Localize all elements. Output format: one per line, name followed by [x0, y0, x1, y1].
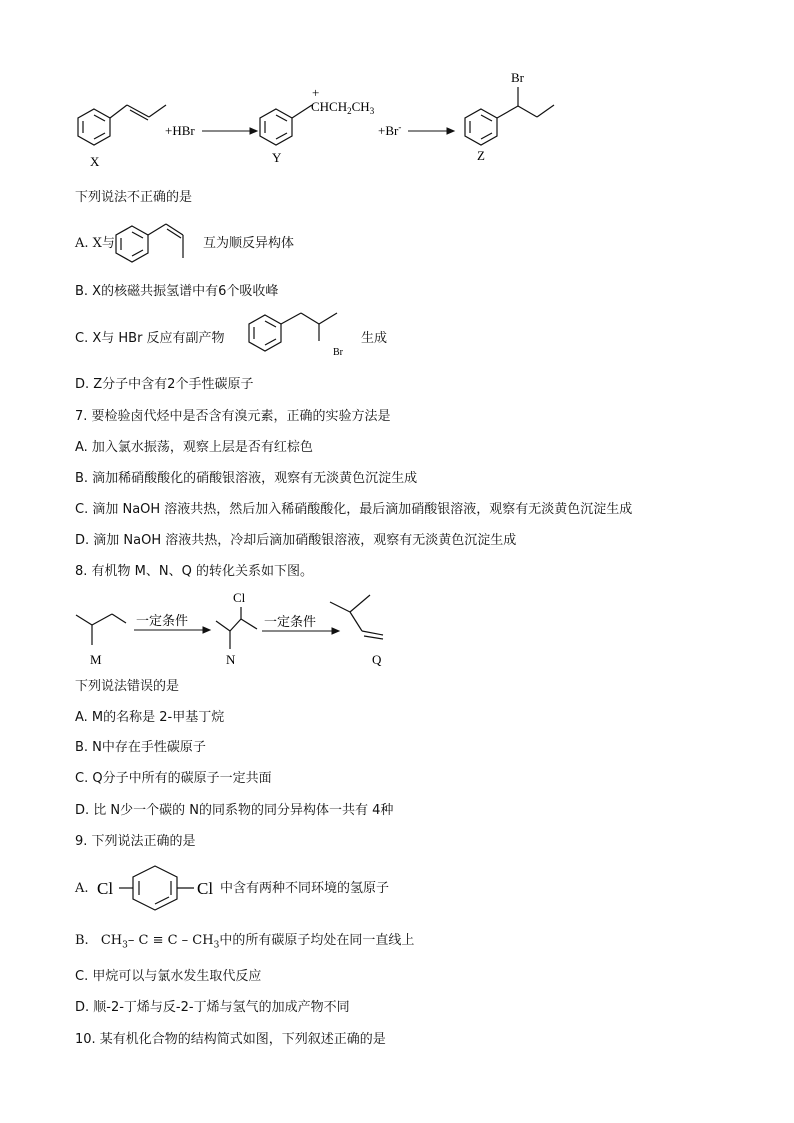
formula-sub-1: 3: [122, 940, 128, 951]
q7-stem-text: 7. 要检验卤代烃中是否含有溴元素，正确的实验方法是: [75, 409, 391, 424]
q7-a-text: A. 加入氯水振荡，观察上层是否有红棕色: [75, 440, 313, 455]
q6-stem: [75, 190, 192, 206]
molecule-q: [330, 595, 383, 639]
condition-1: 一定条件: [136, 614, 189, 629]
byproduct-structure: [245, 303, 355, 365]
q7-d-text: D. 滴加 NaOH 溶液共热，冷却后滴加硝酸银溶液，观察有无淡黄色沉淀生成: [75, 533, 517, 548]
q6-c-prefix: C. X与 HBr 反应有副产物: [75, 331, 225, 346]
label-y: Y: [272, 150, 282, 165]
q7-option-b[interactable]: [75, 471, 417, 487]
q8-sub-stem: [75, 679, 179, 695]
q9-stem-text: 9. 下列说法正确的是: [75, 834, 196, 849]
butyne-formula: [100, 933, 220, 951]
label-n: N: [226, 652, 236, 667]
q6-b-text: B. X的核磁共振氢谱中有6个吸收峰: [75, 284, 279, 299]
q9-option-b[interactable]: [75, 933, 414, 954]
q7-option-a[interactable]: [75, 440, 313, 456]
q6-a-prefix: A. X与: [75, 236, 115, 251]
q6-c-suffix-wrap: [361, 331, 387, 347]
label-m: M: [90, 652, 102, 667]
label-z: Z: [477, 148, 485, 163]
q6-stem-text: 下列说法不正确的是: [75, 190, 193, 205]
q8-option-b[interactable]: [75, 740, 206, 756]
q9-b-prefix: B.: [75, 933, 89, 948]
formula-part-2: – C ≡ C – CH: [127, 933, 214, 948]
molecule-m: [76, 614, 126, 645]
q9-a-prefix: A.: [75, 881, 89, 896]
y-chain-formula: $CHCH_2CH_3$: [311, 99, 375, 116]
dichlorobenzene: [95, 862, 220, 916]
q8-option-a[interactable]: [75, 710, 224, 726]
q9-c-text: C. 甲烷可以与氯水发生取代反应: [75, 969, 262, 984]
q8-scheme: [70, 585, 430, 670]
arrow-1: [202, 128, 257, 134]
cis-structure: [108, 218, 208, 270]
q9-option-a[interactable]: [75, 881, 89, 897]
molecule-n: [216, 607, 257, 649]
q8-sub-stem-text: 下列说法错误的是: [75, 679, 180, 694]
q9-d-text: D. 顺-2-丁烯与反-2-丁烯与氢气的加成产物不同: [75, 1000, 350, 1015]
dcb-cl-right: Cl: [197, 879, 214, 898]
q9-a-suffix-wrap: [220, 881, 389, 897]
q6-a-suffix-wrap: [203, 236, 294, 252]
q9-stem: [75, 834, 196, 850]
q10-stem-text: 10. 某有机化合物的结构简式如图，下列叙述正确的是: [75, 1032, 386, 1047]
q8-b-text: B. N中存在手性碳原子: [75, 740, 206, 755]
q8-c-text: C. Q分子中所有的碳原子一定共面: [75, 771, 272, 786]
q6-option-b[interactable]: [75, 284, 278, 300]
label-x: X: [90, 154, 100, 169]
q8-option-c[interactable]: [75, 771, 272, 787]
reagent-hbr: +HBr: [165, 123, 195, 138]
label-q: Q: [372, 652, 382, 667]
plus-sign: +: [312, 85, 320, 100]
n-chlorine: Cl: [233, 590, 246, 605]
q6-option-d[interactable]: [75, 377, 253, 393]
molecule-x: [78, 105, 166, 145]
q9-option-c[interactable]: [75, 969, 261, 985]
formula-sub-2: 3: [213, 940, 220, 951]
q7-stem: [75, 409, 391, 425]
reaction-scheme: [70, 65, 590, 175]
q7-c-text: C. 滴加 NaOH 溶液共热，然后加入稀硝酸酸化，最后滴加硝酸银溶液，观察有无淡黄色沉淀生成: [75, 502, 633, 517]
molecule-y: [260, 105, 312, 145]
molecule-z: [465, 87, 554, 145]
condition-2: 一定条件: [264, 615, 317, 630]
q8-a-text: A. M的名称是 2-甲基丁烷: [75, 710, 225, 725]
q7-option-d[interactable]: [75, 533, 516, 549]
q10-stem: [75, 1032, 386, 1048]
q8-option-d[interactable]: [75, 803, 393, 819]
q9-option-d[interactable]: [75, 1000, 350, 1016]
z-bromine: Br: [511, 70, 524, 85]
formula-part-1: CH: [100, 933, 123, 948]
reagent-br-minus: +Br-: [378, 122, 402, 138]
q6-option-c[interactable]: [75, 331, 225, 347]
arrow-2: [408, 128, 454, 134]
q6-d-text: D. Z分子中含有2个手性碳原子: [75, 377, 254, 392]
q8-d-text: D. 比 N少一个碳的 N的同系物的同分异构体一共有 4种: [75, 803, 394, 818]
q7-b-text: B. 滴加稀硝酸酸化的硝酸银溶液，观察有无淡黄色沉淀生成: [75, 471, 418, 486]
dcb-cl-left: Cl: [97, 879, 114, 898]
q7-option-c[interactable]: [75, 502, 632, 518]
q9-a-suffix: 中含有两种不同环境的氢原子: [220, 881, 390, 896]
q8-stem: [75, 564, 313, 580]
byproduct-bromine: Br: [333, 347, 343, 358]
q6-c-suffix: 生成: [361, 331, 388, 346]
q9-b-suffix: 中的所有碳原子均处在同一直线上: [219, 933, 415, 948]
q8-stem-text: 8. 有机物 M、N、Q 的转化关系如下图。: [75, 564, 313, 579]
q6-a-suffix: 互为顺反异构体: [203, 236, 295, 251]
